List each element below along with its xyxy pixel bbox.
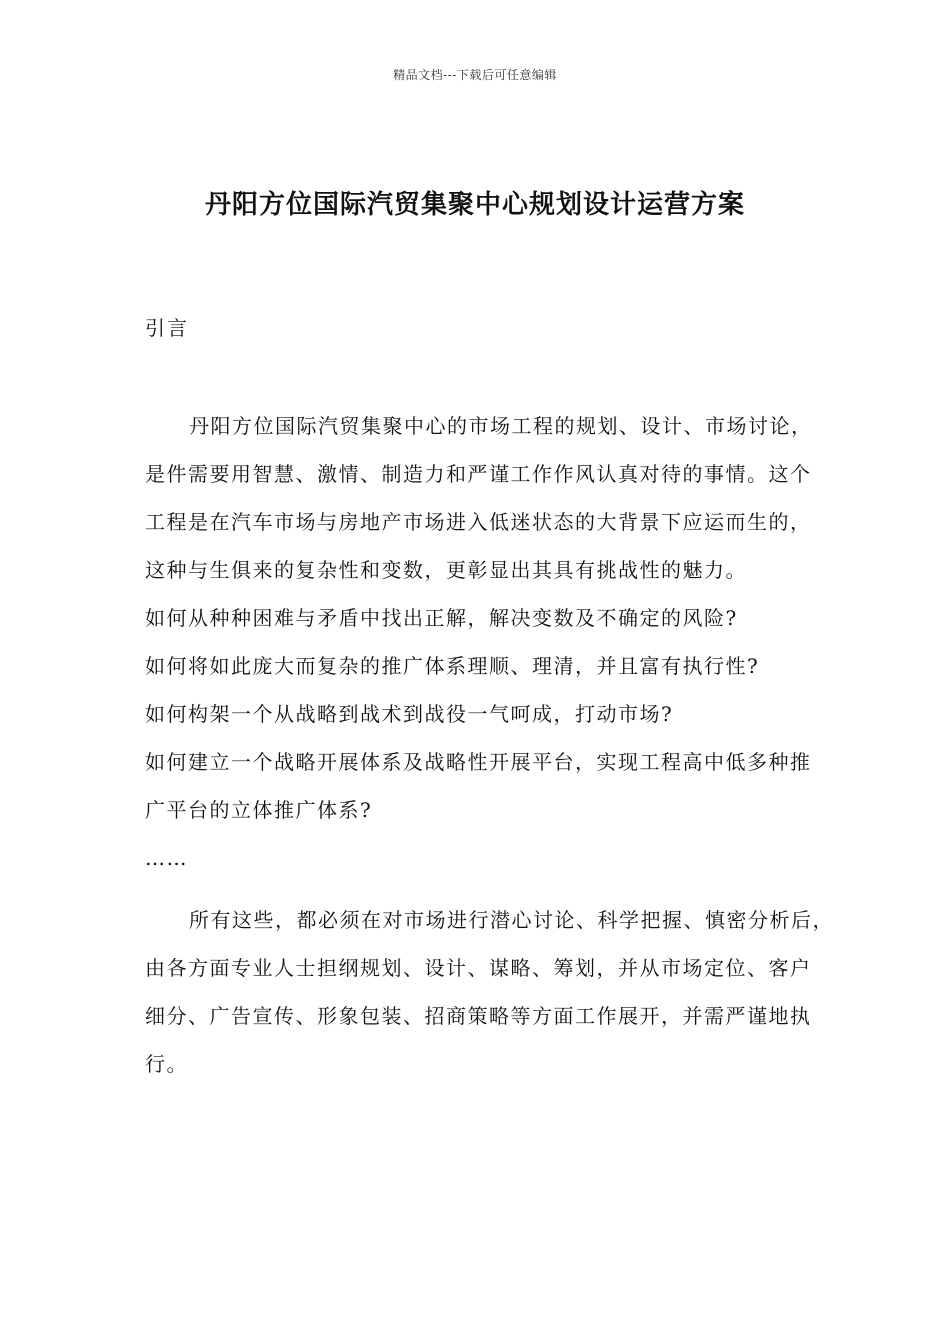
text-line: 细分、广告宣传、形象包装、招商策略等方面工作展开，并需严谨地执	[145, 1004, 812, 1028]
question-line: 如何构架一个从战略到战术到战役一气呵成，打动市场?	[145, 702, 674, 726]
question-line: 如何建立一个战略开展体系及战略性开展平台，实现工程高中低多种推	[145, 750, 812, 774]
text-line: 丹阳方位国际汽贸集聚中心的市场工程的规划、设计、市场讨论，	[189, 414, 813, 438]
intro-paragraph	[145, 402, 865, 882]
text-line: 所有这些，都必须在对市场进行潜心讨论、科学把握、慎密分析后，	[189, 908, 834, 932]
text-line: 由各方面专业人士担纲规划、设计、谋略、筹划，并从市场定位、客户	[145, 956, 812, 980]
text-line: 工程是在汽车市场与房地产市场进入低迷状态的大背景下应运而生的，	[145, 510, 812, 534]
header-note: 精品文档---下载后可任意编辑	[393, 68, 557, 82]
question-line: 广平台的立体推广体系?	[145, 798, 373, 822]
question-line: 如何从种种困难与矛盾中找出正解，解决变数及不确定的风险?	[145, 606, 738, 630]
ellipsis-line: ……	[145, 846, 188, 870]
body-paragraph	[145, 896, 865, 1088]
document-title: 丹阳方位国际汽贸集聚中心规划设计运营方案	[204, 190, 745, 220]
text-line: 这种与生俱来的复杂性和变数，更彰显出其具有挑战性的魅力。	[145, 558, 747, 582]
question-line: 如何将如此庞大而复杂的推广体系理顺、理清，并且富有执行性?	[145, 654, 760, 678]
text-line: 行。	[145, 1052, 188, 1076]
text-line: 是件需要用智慧、激情、制造力和严谨工作作风认真对待的事情。这个	[145, 462, 812, 486]
section-heading: 引言	[145, 316, 189, 340]
